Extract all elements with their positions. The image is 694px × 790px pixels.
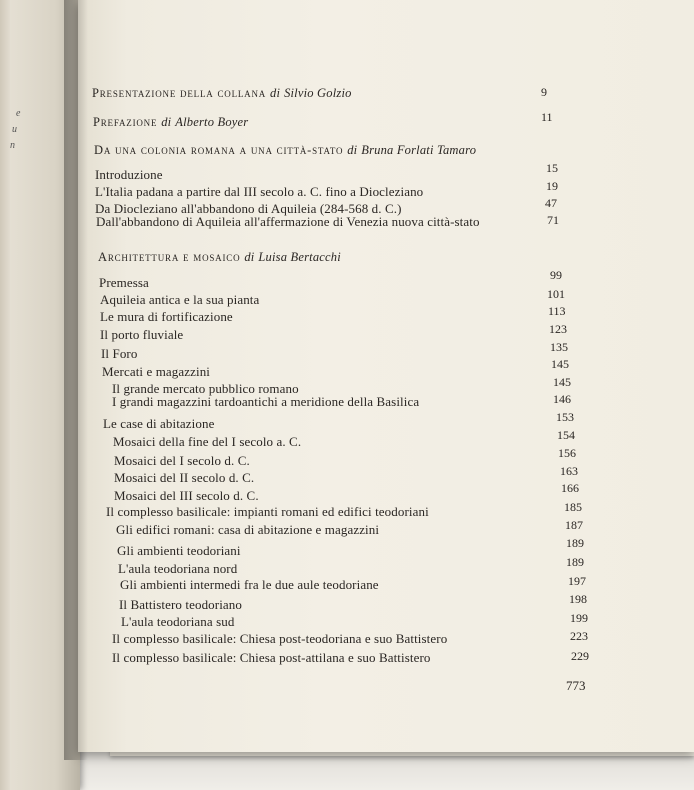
page-number: 153 [556,410,574,424]
toc-entry: L'aula teodoriana sud [121,614,235,629]
heading-connector: di [347,143,358,157]
stray-char: e [16,108,21,119]
toc-entry: L'Italia padana a partire dal III secolo a. C. fino a Diocleziano [95,184,424,199]
page-number: 223 [570,629,588,643]
page-number: 156 [558,446,576,460]
toc-entry: Le case di abitazione [103,416,215,431]
page-number: 185 [564,500,582,514]
toc-entry: I grandi magazzini tardoantichi a meridione della Basilica [112,394,420,409]
toc-entry: Dall'abbandono di Aquileia all'affermazione di Venezia nuova città-stato [96,214,480,229]
toc-entry: Introduzione [95,167,163,182]
toc-entry: Il Foro [101,346,138,361]
page-number: 71 [547,213,559,227]
page-number: 47 [545,196,557,210]
section-heading [98,250,341,265]
page-number: 11 [541,110,553,124]
toc-entry: Mosaici del I secolo d. C. [114,453,250,468]
toc-entry: Le mura di fortificazione [100,309,233,324]
toc-entry: Il Battistero teodoriano [119,597,242,612]
heading-connector: di [244,250,255,264]
page-number: 197 [568,574,586,588]
folio-number: 773 [566,678,586,693]
toc-entry: Mercati e magazzini [102,364,211,379]
heading-title: Da una colonia romana a una città-stato [94,143,344,157]
heading-title: Presentazione della collana [92,86,267,100]
toc-entry: Gli ambienti teodoriani [117,543,241,558]
page-number: 19 [546,179,558,193]
page-number: 166 [561,481,579,495]
page-number: 189 [566,536,584,550]
toc-entry: Gli ambienti intermedi fra le due aule teodoriane [120,577,379,592]
toc-entry: Il grande mercato pubblico romano [112,381,299,396]
heading-author: Alberto Boyer [175,115,249,129]
page-number: 9 [541,85,547,99]
page-number: 189 [566,555,584,569]
page-number: 154 [557,428,575,442]
page-number: 163 [560,464,578,478]
section-heading [93,115,248,130]
stray-char: n [10,140,15,151]
toc-entry: Il complesso basilicale: impianti romani ed edifici teodoriani [106,504,429,519]
page-number: 187 [565,518,583,532]
toc-entry: Il complesso basilicale: Chiesa post-teodoriana e suo Battistero [112,631,448,646]
heading-author: Bruna Forlati Tamaro [361,143,477,157]
page-number: 145 [551,357,569,371]
toc-entry: Mosaici del II secolo d. C. [114,470,255,485]
section-heading [92,86,352,101]
toc-entry: Il complesso basilicale: Chiesa post-attilana e suo Battistero [112,650,431,665]
toc-entry: Da Diocleziano all'abbandono di Aquileia (284-568 d. C.) [95,201,402,216]
heading-title: Prefazione [93,115,158,129]
page-number: 123 [549,322,567,336]
page-number: 146 [553,392,571,406]
page-number: 101 [547,287,565,301]
heading-connector: di [161,115,172,129]
heading-author: Silvio Golzio [284,86,352,100]
heading-title: Architettura e mosaico [98,250,241,264]
toc-entry: Il porto fluviale [100,327,184,342]
page-number: 229 [571,649,589,663]
toc-entry: Premessa [99,275,149,290]
heading-connector: di [270,86,281,100]
toc-entry: L'aula teodoriana nord [118,561,238,576]
toc-entry: Gli edifici romani: casa di abitazione e magazzini [116,522,380,537]
page-number: 135 [550,340,568,354]
page-number: 99 [550,268,562,282]
toc-entry: Mosaici della fine del I secolo a. C. [113,434,302,449]
page-number: 15 [546,161,558,175]
page-number: 145 [553,375,571,389]
page-number: 113 [548,304,566,318]
page-number: 199 [570,611,588,625]
page-number: 198 [569,592,587,606]
heading-author: Luisa Bertacchi [258,250,341,264]
toc-entry: Aquileia antica e la sua pianta [100,292,260,307]
stray-char: u [12,124,17,135]
toc-entry: Mosaici del III secolo d. C. [114,488,259,503]
section-heading [94,143,476,158]
